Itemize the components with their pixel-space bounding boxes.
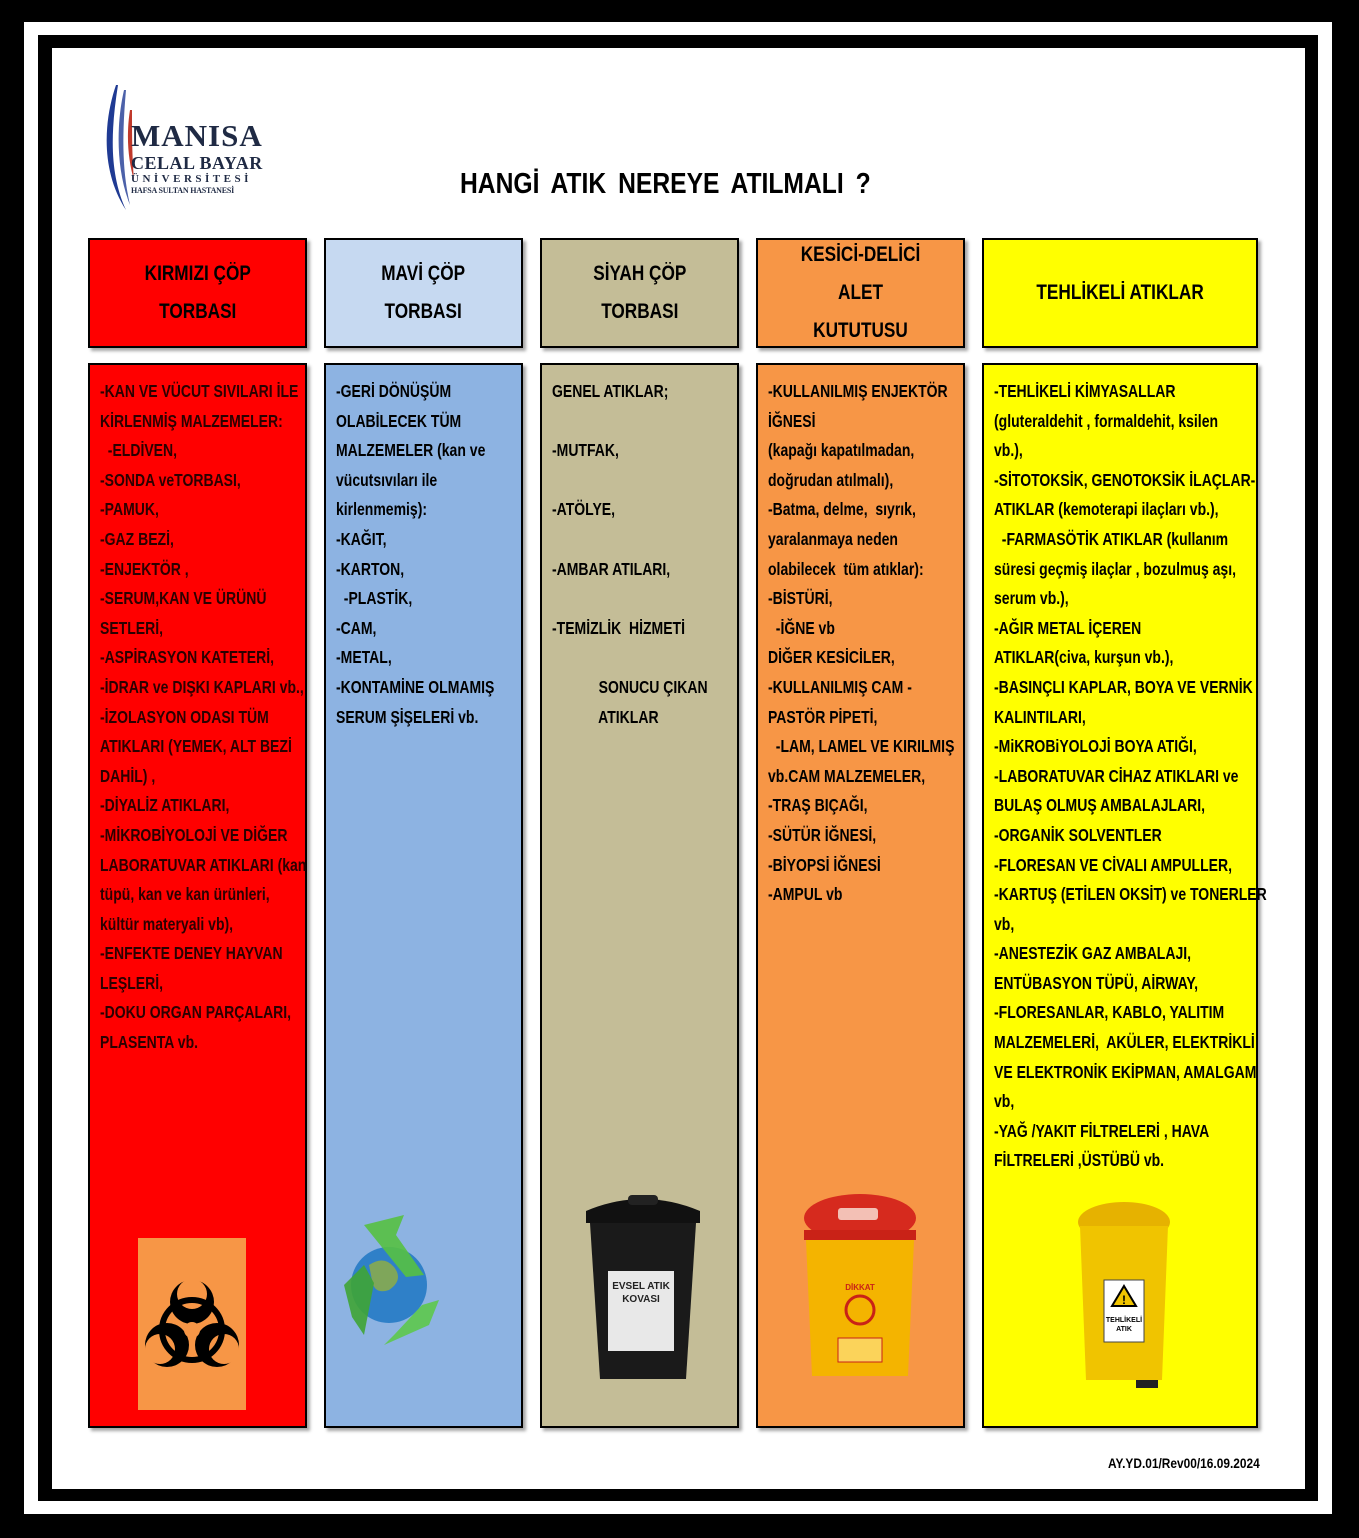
logo-line4: HAFSA SULTAN HASTANESİ [131, 186, 235, 195]
logo-line1: MANISA [131, 118, 263, 153]
header-red-bag [88, 238, 307, 348]
column-sharps-box [756, 363, 965, 1428]
black-bin-icon [580, 1189, 706, 1385]
svg-text:DİKKAT: DİKKAT [845, 1283, 875, 1292]
svg-text:!: ! [1122, 1293, 1126, 1307]
column-hazardous-waste [982, 363, 1267, 1428]
black-bag-items: GENEL ATIKLAR; -MUTFAK, -ATÖLYE, -AMBAR ATILARI, -TEMİZLİK HİZMETİ SONUCU ÇIKAN ATIKLAR [552, 381, 708, 727]
header-hazardous-waste [982, 238, 1258, 348]
header-black-bag-label: SİYAH ÇÖP TORBASI [592, 262, 687, 323]
column-blue-bag [324, 363, 523, 1428]
svg-text:TEHLİKELİ: TEHLİKELİ [1105, 1317, 1143, 1324]
header-sharps-box [756, 238, 965, 348]
sharps-container-icon [798, 1190, 922, 1380]
header-black-bag [540, 238, 739, 348]
yellow-hazard-bin-icon [1076, 1200, 1172, 1395]
recycle-globe-icon [334, 1205, 444, 1355]
column-red-bag [88, 363, 307, 1428]
column-black-bag [540, 363, 739, 1428]
document-code: AY.YD.01/Rev00/16.09.2024 [1108, 1455, 1260, 1471]
logo-line3: ÜNİVERSİTESİ [131, 173, 252, 185]
header-blue-bag-label: MAVİ ÇÖP TORBASI [381, 262, 466, 323]
header-blue-bag [324, 238, 523, 348]
header-sharps-box-label: KESİCİ-DELİCİ ALET KUTUTUSU [800, 243, 921, 342]
logo-line2: CELAL BAYAR [131, 153, 263, 173]
header-hazardous-waste-label: TEHLİKELİ ATIKLAR [1036, 281, 1204, 304]
blue-bag-items: -GERİ DÖNÜŞÜM OLABİLECEK TÜM MALZEMELER (kan ve vücutsıvıları ile kirlenmemiş): -KAĞIT, -KARTON, -PLASTİK, -CAM, -METAL, -KONTAMİNE OLMAMIŞ SERUM ŞİŞELERİ vb. [336, 381, 495, 727]
svg-text:KOVASI: KOVASI [622, 1294, 660, 1305]
svg-text:EVSEL ATIK: EVSEL ATIK [612, 1281, 670, 1292]
red-bag-items: -KAN VE VÜCUT SIVILARI İLE KİRLENMİŞ MALZEMELER: -ELDİVEN, -SONDA veTORBASI, -PAMUK, -GAZ BEZİ, -ENJEKTÖR , -SERUM,KAN VE ÜRÜNÜ SETLERİ, -ASPİRASYON KATETERİ, -İDRAR ve DIŞKI KAPLARI vb., -İZOLASYON ODASI TÜM ATIKLARI (YEMEK, ALT BEZİ DAHİL) , -DİYALİZ ATIKLARI, -MİKROBİYOLOJİ VE DİĞER LABORATUVAR ATIKLARI (kan tüpü, kan ve kan ürünleri, kültür materyali vb), -ENFEKTE DENEY HAYVAN LEŞLERİ, -DOKU ORGAN PARÇALARI, PLASENTA vb. [100, 381, 307, 1053]
biohazard-icon [138, 1238, 246, 1410]
logo-text [131, 120, 263, 195]
page-title: HANGİ ATIK NEREYE ATILMALI ? [460, 168, 871, 200]
hazardous-waste-items: -TEHLİKELİ KİMYASALLAR (gluteraldehit , formaldehit, ksilen vb.), -SİTOTOKSİK, GENOTOKSİK İLAÇLAR- ATIKLAR (kemoterapi ilaçları vb.), -FARMASÖTİK ATIKLAR (kullanım süresi geçmiş ilaçlar , bozulmuş aşı, serum vb.), -AĞIR METAL İÇEREN ATIKLAR(civa, kurşun vb.), -BASINÇLI KAPLAR, BOYA VE VERNİK KALINTILARI, -MiKROBiYOLOJİ BOYA ATIĞI, -LABORATUVAR CİHAZ ATIKLARI ve BULAŞ OLMUŞ AMBALAJLARI, -ORGANİK SOLVENTLER -FLORESAN VE CİVALI AMPULLER, -KARTUŞ (ETİLEN OKSİT) ve TONERLER vb, -ANESTEZİK GAZ AMBALAJI, ENTÜBASYON TÜPÜ, AİRWAY, -FLORESANLAR, KABLO, YALITIM MALZEMELERİ, AKÜLER, ELEKTRİKLİ VE ELEKTRONİK EKİPMAN, AMALGAM vb, -YAĞ /YAKIT FİLTRELERİ , HAVA FİLTRELERİ ,ÜSTÜBÜ vb. [994, 381, 1267, 1171]
sharps-box-items: -KULLANILMIŞ ENJEKTÖR İĞNESİ (kapağı kapatılmadan, doğrudan atılmalı), -Batma, delme, sıyrık, yaralanmaya neden olabilecek tüm atıklar): -BİSTÜRİ, -İĞNE vb DİĞER KESİCİLER, -KULLANILMIŞ CAM - PASTÖR PİPETİ, -LAM, LAMEL VE KIRILMIŞ vb.CAM MALZEMELER, -TRAŞ BIÇAĞI, -SÜTÜR İĞNESİ, -BİYOPSİ İĞNESİ -AMPUL vb [768, 381, 955, 905]
svg-text:ATIK: ATIK [1116, 1326, 1132, 1333]
header-red-bag-label: KIRMIZI ÇÖP TORBASI [144, 262, 251, 323]
